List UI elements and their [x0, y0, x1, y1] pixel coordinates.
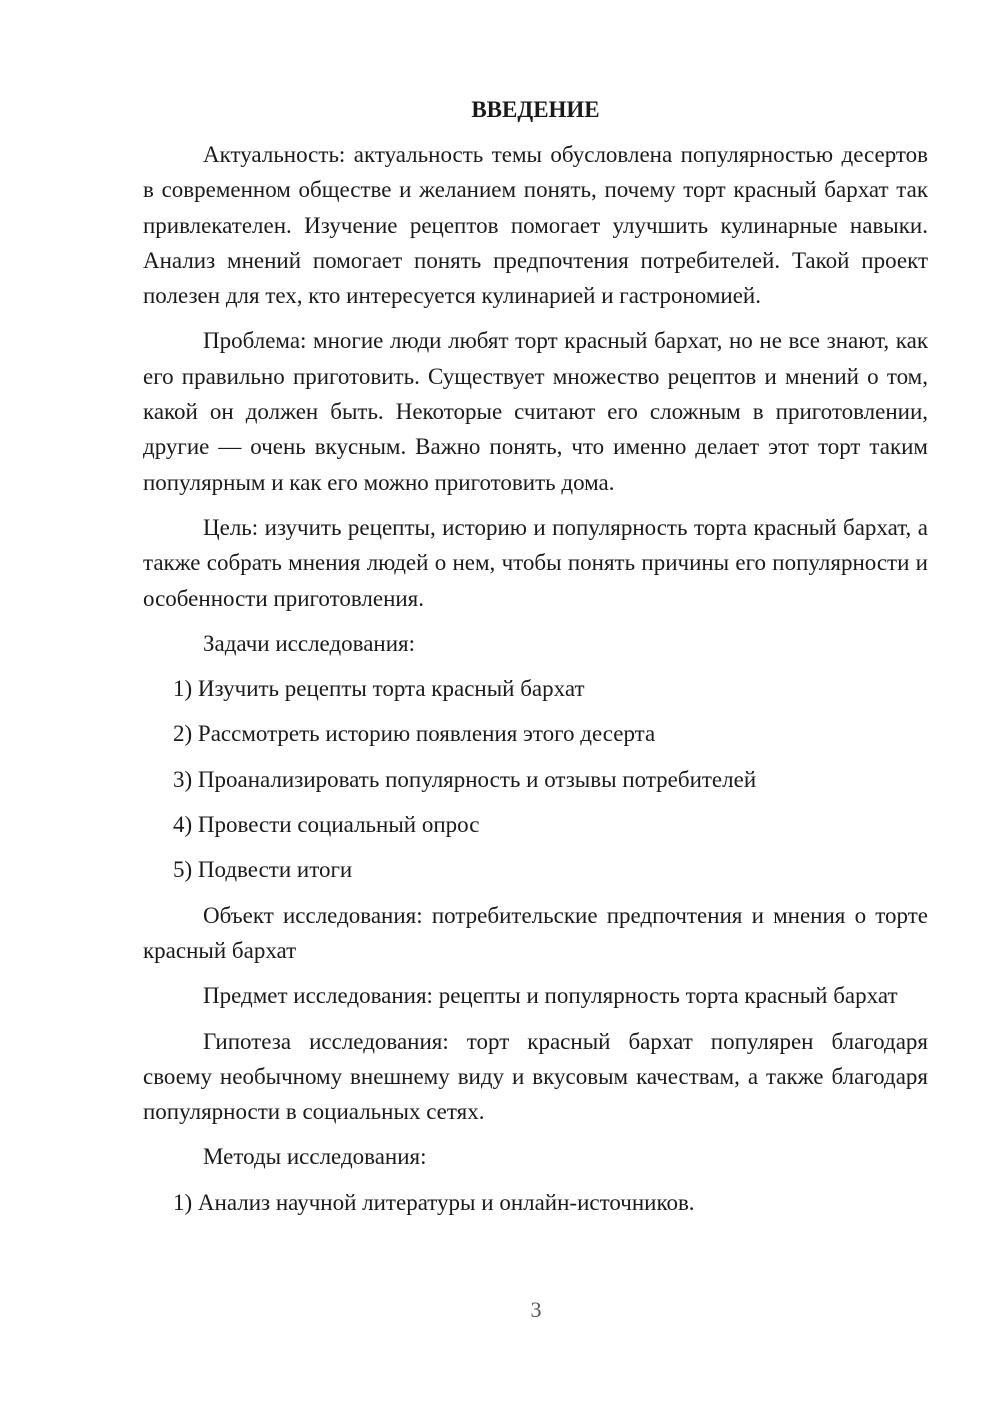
- methods-heading: Методы исследования:: [203, 1144, 427, 1170]
- problem-paragraph: Проблема: многие люди любят торт красный бархат, но не все знают, как его правильно приготовить. Существует множество рецептов и мнений о том, какой он должен быть. Некоторые считают его сложным в приготовлении, другие — очень вкусным. Важно понять, что именно делает этот торт таким популярным и как его можно приготовить дома.: [143, 328, 928, 495]
- task-item-5: 5) Подвести итоги: [173, 857, 353, 883]
- section-title: ВВЕДЕНИЕ: [471, 97, 600, 122]
- task-item-2: 2) Рассмотреть историю появления этого десерта: [173, 721, 656, 747]
- goal-paragraph: Цель: изучить рецепты, историю и популярность торта красный бархат, а также собрать мнения людей о нем, чтобы понять причины его популярности и особенности приготовления.: [143, 514, 928, 611]
- tasks-heading: Задачи исследования:: [203, 630, 416, 656]
- page-number: 3: [530, 1297, 542, 1322]
- hypothesis-paragraph: Гипотеза исследования: торт красный бархат популярен благодаря своему необычному внешнему виду и вкусовым качествам, а также благодаря популярности в социальных сетях.: [143, 1028, 928, 1125]
- task-item-3: 3) Проанализировать популярность и отзывы потребителей: [173, 766, 757, 792]
- object-paragraph: Объект исследования: потребительские предпочтения и мнения о торте красный бархат: [143, 902, 928, 963]
- relevance-paragraph: Актуальность: актуальность темы обусловлена популярностью десертов в современном обществе и желанием понять, почему торт красный бархат так привлекателен. Изучение рецептов помогает улучшить кулинарные навыки. Анализ мнений помогает понять предпочтения потребителей. Такой проект полезен для тех, кто интересуется кулинарией и гастрономией.: [143, 142, 928, 309]
- page-content: [143, 92, 928, 1230]
- task-item-4: 4) Провести социальный опрос: [173, 812, 480, 838]
- tasks-list: [143, 671, 928, 887]
- task-item-1: 1) Изучить рецепты торта красный бархат: [173, 676, 585, 702]
- methods-list: [143, 1185, 928, 1220]
- method-item-1: 1) Анализ научной литературы и онлайн-источников.: [173, 1189, 695, 1215]
- subject-paragraph: Предмет исследования: рецепты и популярность торта красный бархат: [203, 983, 898, 1009]
